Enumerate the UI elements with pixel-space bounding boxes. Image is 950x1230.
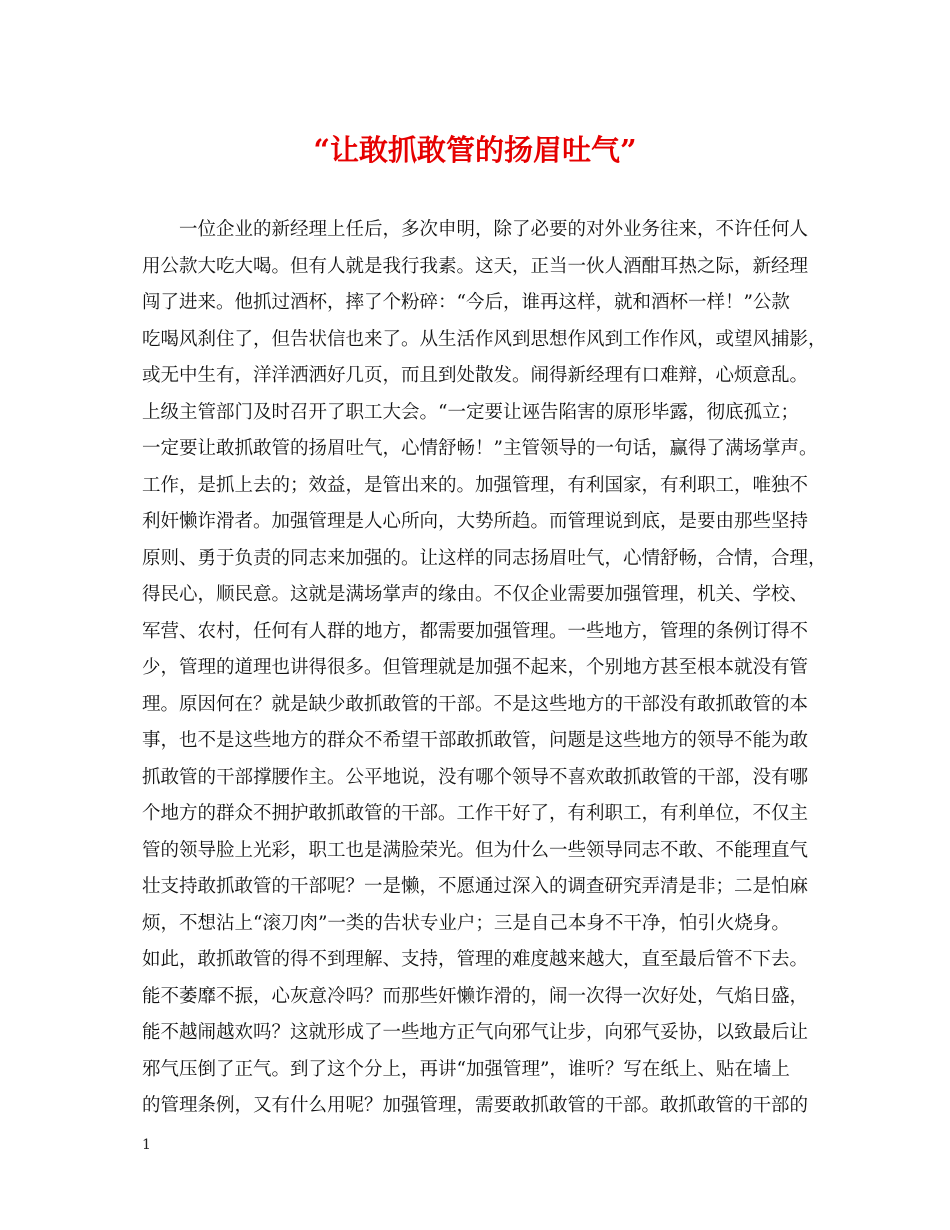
text-line: 吃喝风刹住了，但告状信也来了。从生活作风到思想作风到工作作风，或望风捕影，: [142, 328, 827, 350]
page-number: 1: [142, 1137, 151, 1153]
page-title: “让敢抓敢管的扬眉吐气”: [313, 133, 637, 167]
text-line: 烦，不想沾上“滚刀肉”一类的告状专业户；三是自己本身不干净，怕引火烧身。: [142, 912, 790, 934]
text-line: 原则、勇于负责的同志来加强的。让这样的同志扬眉吐气，心情舒畅，合情，合理，: [142, 547, 827, 569]
text-line: 少，管理的道理也讲得很多。但管理就是加强不起来，个别地方甚至根本就没有管: [142, 657, 809, 678]
text-line: 的管理条例，又有什么用呢？加强管理，需要敢抓敢管的干部。敢抓敢管的干部的: [142, 1095, 809, 1116]
text-line: 用公款大吃大喝。但有人就是我行我素。这天，正当一伙人酒酣耳热之际，新经理: [142, 255, 809, 277]
text-line: 能不越闹越欢吗？这就形成了一些地方正气向邪气让步，向邪气妥协，以致最后让: [142, 1022, 809, 1043]
text-line: 工作，是抓上去的；效益，是管出来的。加强管理，有利国家，有利职工，唯独不: [142, 474, 809, 496]
text-line: 个地方的群众不拥护敢抓敢管的干部。工作干好了，有利职工，有利单位，不仅主: [142, 803, 809, 824]
text-line: 上级主管部门及时召开了职工大会。“一定要让诬告陷害的原形毕露，彻底孤立；: [142, 401, 799, 423]
text-line: 军营、农村，任何有人群的地方，都需要加强管理。一些地方，管理的条例订得不: [142, 620, 809, 642]
text-line: 抓敢管的干部撑腰作主。公平地说，没有哪个领导不喜欢敢抓敢管的干部，没有哪: [142, 766, 809, 788]
text-line: 壮支持敢抓敢管的干部呢？一是懒，不愿通过深入的调查研究弄清是非；二是怕麻: [142, 876, 809, 897]
text-line: 闯了进来。他抓过酒杯，摔了个粉碎：“今后，谁再这样，就和酒杯一样！”公款: [142, 292, 790, 313]
text-line: 如此，敢抓敢管的得不到理解、支持，管理的难度越来越大，直至最后管不下去。: [142, 949, 809, 970]
text-line: 一位企业的新经理上任后，多次申明，除了必要的对外业务往来，不许任何人: [179, 219, 809, 240]
text-line: 邪气压倒了正气。到了这个分上，再讲“加强管理”，谁听？写在纸上、贴在墙上: [142, 1058, 790, 1080]
text-line: 管的领导脸上光彩，职工也是满脸荣光。但为什么一些领导同志不敢、不能理直气: [142, 839, 809, 861]
text-line: 一定要让敢抓敢管的扬眉吐气，心情舒畅！”主管领导的一句话，赢得了满场掌声。: [142, 438, 818, 459]
text-line: 理。原因何在？就是缺少敢抓敢管的干部。不是这些地方的干部没有敢抓敢管的本: [142, 693, 809, 715]
text-line: 能不萎靡不振，心灰意冷吗？而那些奸懒诈滑的，闹一次得一次好处，气焰日盛，: [142, 985, 809, 1007]
body-text: [142, 212, 827, 1125]
text-line: 或无中生有，洋洋洒洒好几页，而且到处散发。闹得新经理有口难辩，心烦意乱。: [142, 365, 809, 386]
text-line: 事，也不是这些地方的群众不希望干部敢抓敢管，问题是这些地方的领导不能为敢: [142, 730, 809, 751]
text-line: 利奸懒诈滑者。加强管理是人心所向，大势所趋。而管理说到底，是要由那些坚持: [142, 511, 809, 532]
text-line: 得民心，顺民意。这就是满场掌声的缘由。不仅企业需要加强管理，机关、学校、: [142, 584, 809, 605]
